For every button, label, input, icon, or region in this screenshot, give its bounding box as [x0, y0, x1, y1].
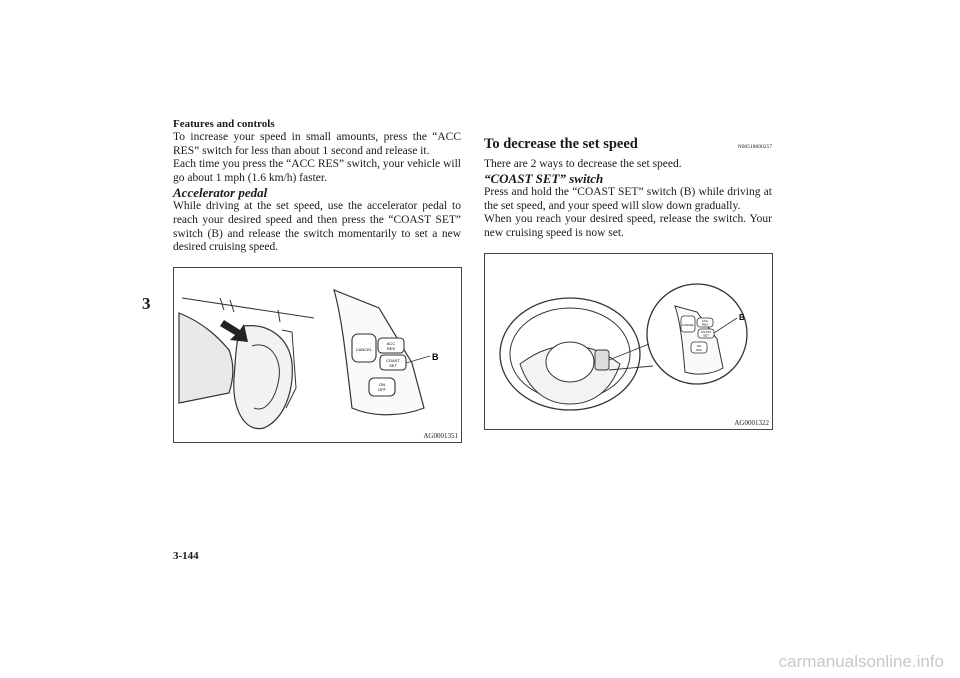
chapter-side-tab: 3: [142, 294, 151, 313]
section-heading-row: [484, 138, 772, 155]
section-heading: To decrease the set speed: [484, 136, 638, 152]
paragraph: There are 2 ways to decrease the set speed.: [484, 157, 682, 170]
on-button-label: ON: [379, 382, 385, 387]
figure-code: AG0001351: [423, 432, 458, 440]
coast-button-label: COAST: [386, 358, 400, 363]
paragraph: Press and hold the “COAST SET” switch (B) while driving at the set speed, and your speed will slow down gradually.: [484, 186, 772, 212]
right-column: [484, 138, 772, 241]
left-column: [173, 131, 461, 255]
on-button-label: ON: [696, 344, 702, 348]
acc-button-label: ACC: [386, 341, 396, 346]
figure-accelerator-pedal: [173, 267, 462, 443]
set-button-label: SET: [389, 363, 397, 368]
acc-button-label: ACC: [701, 319, 709, 323]
figure-illustration: [485, 254, 772, 429]
off-button-label: OFF: [696, 348, 702, 352]
section-header: Features and controls: [173, 118, 275, 130]
subheading-accelerator-pedal: Accelerator pedal: [173, 185, 268, 201]
watermark: carmanualsonline.info: [778, 652, 944, 671]
off-button-label: OFF: [378, 387, 386, 392]
label-b: B: [739, 313, 745, 322]
cancel-button-label: CANCEL: [355, 347, 373, 352]
coast-button-label: COAST: [700, 330, 712, 334]
section-code: N00518600257: [737, 144, 772, 150]
figure-steering-wheel: [484, 253, 773, 430]
paragraph: When you reach your desired speed, release the switch. Your new cruising speed is now set.: [484, 213, 772, 239]
paragraph: Each time you press the “ACC RES” switch, your vehicle will go about 1 mph (1.6 km/h) faster.: [173, 158, 461, 184]
res-button-label: RES: [386, 346, 396, 351]
cancel-button-label: CANCEL: [681, 323, 695, 327]
figure-illustration: [174, 268, 461, 442]
set-button-label: SET: [703, 333, 709, 338]
figure-code: AG0001322: [734, 419, 769, 427]
page-number: 3-144: [173, 550, 199, 562]
label-b: B: [432, 352, 439, 362]
paragraph: While driving at the set speed, use the accelerator pedal to reach your desired speed and then press the “COAST SET” switch (B) and release the switch momentarily to set a new desired cruising speed.: [173, 200, 461, 254]
subheading-coast-set-switch: “COAST SET” switch: [484, 171, 604, 187]
res-button-label: RES: [701, 322, 709, 327]
paragraph: To increase your speed in small amounts, press the “ACC RES” switch for less than about 1 second and release it.: [173, 131, 461, 157]
